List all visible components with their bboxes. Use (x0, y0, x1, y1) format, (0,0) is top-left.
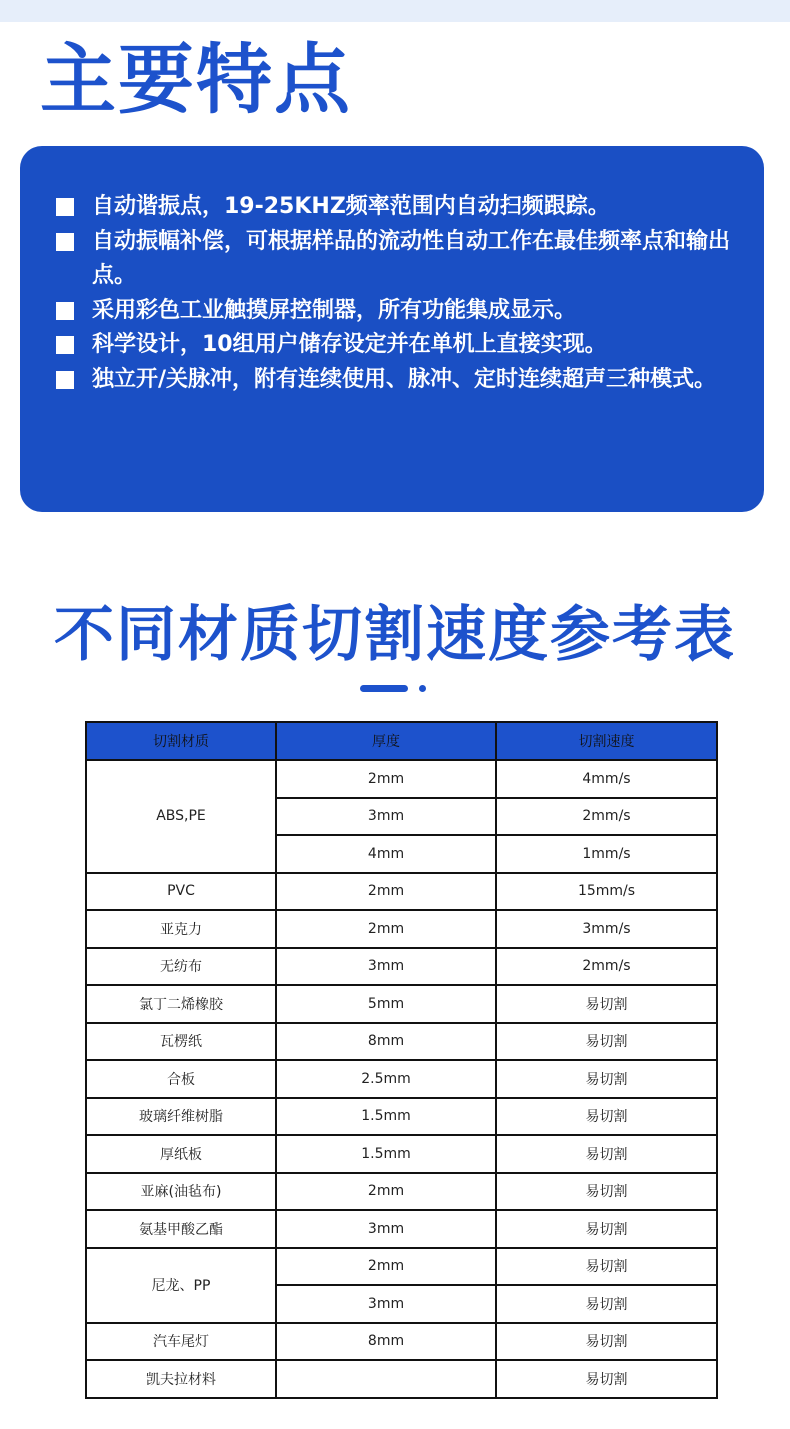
thickness-cell: 1.5mm (276, 1098, 496, 1136)
speed-cell: 易切割 (496, 1173, 717, 1211)
speed-cell: 易切割 (496, 1023, 717, 1061)
thickness-cell: 2mm (276, 873, 496, 911)
table-row (86, 985, 717, 1023)
speed-cell: 2mm/s (496, 948, 717, 986)
thickness-cell: 2.5mm (276, 1060, 496, 1098)
thickness-cell: 8mm (276, 1023, 496, 1061)
cutting-speed-table (85, 721, 718, 1399)
title-dot (419, 685, 426, 692)
speed-cell: 易切割 (496, 1285, 717, 1323)
speed-cell: 2mm/s (496, 798, 717, 836)
square-bullet-icon (56, 371, 74, 389)
thickness-cell: 8mm (276, 1323, 496, 1361)
table-row (86, 1210, 717, 1248)
thickness-cell: 3mm (276, 948, 496, 986)
thickness-cell: 5mm (276, 985, 496, 1023)
material-cell: 无纺布 (86, 948, 276, 986)
features-panel (20, 146, 764, 512)
speed-cell: 4mm/s (496, 760, 717, 798)
thickness-cell: 1.5mm (276, 1135, 496, 1173)
material-cell: 汽车尾灯 (86, 1323, 276, 1361)
table-row (86, 948, 717, 986)
thickness-cell (276, 1360, 496, 1398)
feature-text: 自动谐振点，19-25KHZ频率范围内自动扫频跟踪。 (92, 194, 610, 219)
material-cell: 亚克力 (86, 910, 276, 948)
thickness-cell: 2mm (276, 1248, 496, 1286)
speed-cell: 3mm/s (496, 910, 717, 948)
speed-table-title: 不同材质切割速度参考表 (54, 600, 736, 670)
feature-item (56, 363, 756, 398)
material-cell: 厚纸板 (86, 1135, 276, 1173)
material-cell: 瓦楞纸 (86, 1023, 276, 1061)
speed-cell: 易切割 (496, 1098, 717, 1136)
material-cell: 亚麻(油毡布) (86, 1173, 276, 1211)
table-row (86, 1173, 717, 1211)
material-cell: 合板 (86, 1060, 276, 1098)
title-underline (360, 685, 408, 692)
table-row (86, 1248, 717, 1286)
feature-text: 科学设计，10组用户储存设定并在单机上直接实现。 (92, 332, 607, 357)
feature-item (56, 328, 756, 363)
thickness-cell: 2mm (276, 760, 496, 798)
speed-cell: 易切割 (496, 1323, 717, 1361)
header-speed: 切割速度 (496, 722, 717, 760)
speed-cell: 1mm/s (496, 835, 717, 873)
feature-text: 采用彩色工业触摸屏控制器，所有功能集成显示。 (92, 297, 577, 323)
header-thickness: 厚度 (276, 722, 496, 760)
thickness-cell: 2mm (276, 910, 496, 948)
material-cell: ABS,PE (86, 760, 276, 873)
feature-text: 自动振幅补偿，可根据样品的流动性自动工作在最佳频率点和输出点。 (92, 228, 731, 288)
square-bullet-icon (56, 302, 74, 320)
material-cell: PVC (86, 873, 276, 911)
square-bullet-icon (56, 336, 74, 354)
feature-item (56, 225, 756, 294)
features-list (56, 190, 756, 397)
features-title: 主要特点 (40, 35, 352, 124)
table-row (86, 1323, 717, 1361)
material-cell: 氯丁二烯橡胶 (86, 985, 276, 1023)
table-row (86, 1060, 717, 1098)
thickness-cell: 3mm (276, 1285, 496, 1323)
table-row (86, 1098, 717, 1136)
table-row (86, 910, 717, 948)
speed-cell: 易切割 (496, 1360, 717, 1398)
table-row (86, 873, 717, 911)
table-row (86, 1360, 717, 1398)
square-bullet-icon (56, 233, 74, 251)
thickness-cell: 3mm (276, 1210, 496, 1248)
material-cell: 玻璃纤维树脂 (86, 1098, 276, 1136)
thickness-cell: 4mm (276, 835, 496, 873)
thickness-cell: 2mm (276, 1173, 496, 1211)
speed-cell: 易切割 (496, 1135, 717, 1173)
thickness-cell: 3mm (276, 798, 496, 836)
feature-item (56, 294, 756, 329)
table-row (86, 760, 717, 798)
square-bullet-icon (56, 198, 74, 216)
material-cell: 氨基甲酸乙酯 (86, 1210, 276, 1248)
speed-cell: 15mm/s (496, 873, 717, 911)
speed-cell: 易切割 (496, 1248, 717, 1286)
top-strip (0, 0, 790, 22)
table-header-row (86, 722, 717, 760)
feature-text: 独立开/关脉冲，附有连续使用、脉冲、定时连续超声三种模式。 (92, 366, 717, 392)
speed-cell: 易切割 (496, 1210, 717, 1248)
speed-cell: 易切割 (496, 985, 717, 1023)
feature-item (56, 190, 756, 225)
material-cell: 尼龙、PP (86, 1248, 276, 1323)
material-cell: 凯夫拉材料 (86, 1360, 276, 1398)
speed-cell: 易切割 (496, 1060, 717, 1098)
header-material: 切割材质 (86, 722, 276, 760)
table-row (86, 1023, 717, 1061)
table-row (86, 1135, 717, 1173)
